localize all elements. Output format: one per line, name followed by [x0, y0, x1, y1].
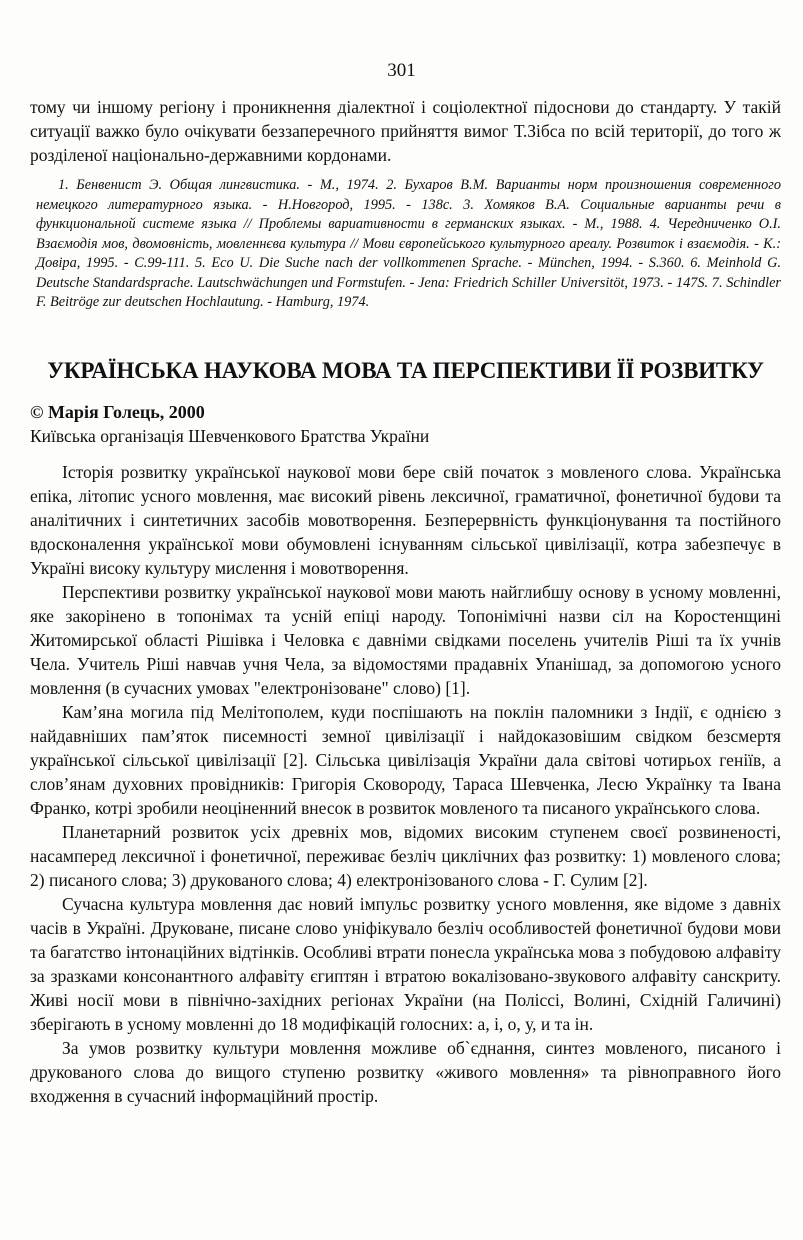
- body-paragraph: Перспективи розвитку української наукової мови мають найглибшу основу в усному мовленні, яке закорінено в топонімах та усній епіці народу. Топонімічні назви сіл на Коростенщині Житомирської області Рішівка і Человка є давніми свідками поселень учителів Ріші та їх учнів Чела. Учитель Ріші навчав учня Чела, за відомостями прадавніх Упанішад, за допомогою усного мовлення (в сучасних умовах "електронізоване" слово) [1].: [30, 582, 781, 698]
- article-author: © Марія Голець, 2000: [30, 402, 205, 422]
- article-title: УКРАЇНСЬКА НАУКОВА МОВА ТА ПЕРСПЕКТИВИ ЇЇ РОЗВИТКУ: [47, 358, 764, 383]
- body-paragraph: Планетарний розвиток усіх древніх мов, відомих високим ступенем своєї розвиненості, насамперед лексичної і фонетичної, переживає безліч циклічних фаз розвитку: 1) мовленого слова; 2) писаного слова; 3) друкованого слова; 4) електронізованого слова - Г. Сулим [2].: [30, 822, 781, 890]
- article-affiliation: Київська організація Шевченкового Братства України: [30, 426, 430, 446]
- intro-paragraph: тому чи іншому регіону і проникнення діалектної і соціолектної підоснови до стандарту. У такій ситуації важко було очікувати беззаперечного прийняття вимог Т.Зібса по всій території, до того ж розділеної національно-державними кордонами.: [30, 97, 781, 165]
- article-body: [30, 460, 781, 1108]
- intro-text: [30, 95, 781, 167]
- body-paragraph: Історія розвитку української наукової мови бере свій початок з мовленого слова. Українська епіка, літопис усного мовлення, має високий рівень лексичної, граматичної, фонетичної будови та аналітичних і синтетичних засобів мовотворення. Безперервність функціонування та постійного вдосконалення української мови обумовлені існуванням сільської цивілізації, котра забезпечує в Україні високу культуру мислення і мовотворення.: [30, 462, 781, 578]
- body-paragraph: Сучасна культура мовлення дає новий імпульс розвитку усного мовлення, яке відоме з давніх часів в Україні. Друковане, писане слово уніфікувало безліч особливостей фонетичної будови мови та багатство інтонаційних відтінків. Особливі втрати понесла українська мова з побудовою алфавіту за зразками консонантного алфавіту єгиптян і втратою вокалізовано-звукового алфавіту санскриту. Живі носії мови в північно-західних регіонах України (на Поліссі, Волині, Східній Галичині) зберігають в усному мовленні до 18 модифікацій голосних: а, і, о, у, и та ін.: [30, 894, 781, 1034]
- body-paragraph: Кам’яна могила під Мелітополем, куди поспішають на поклін паломники з Індії, є однією з найдавніших пам’яток писемності земної цивілізації і найдоказовішим свідком безсмертя української сільської цивілізації [2]. Сільська цивілізація України дала світові чотирьох геніїв, а слов’янам духовних провідників: Григорія Сковороду, Тараса Шевченка, Лесю Українку та Івана Франко, котрі зробили неоціненний внесок в розвиток мовленого та писаного українського слова.: [30, 702, 781, 818]
- references-text: 1. Бенвенист Э. Общая лингвистика. - М., 1974. 2. Бухаров В.М. Варианты норм произношения современного немецкого литературного языка. - Н.Новгород, 1995. - 138с. 3. Хомяков В.А. Социальные варианты речи в функциональной системе языка // Проблемы вариативности в германских языках. - М., 1988. 4. Чередниченко О.І. Взаємодія мов, двомовність, мовленнєва культура // Мови європейського культурного ареалу. Розвиток і взаємодія. - К.: Довіра, 1995. - С.99-111. 5. Eco U. Die Suche nach der vollkommenen Sprache. - München, 1994. - S.360. 6. Meinhold G. Deutsche Standardsprache. Lautschwächungen und Formstufen. - Jena: Friedrich Schiller Universitöt, 1973. - 147S. 7. Schindler F. Beitröge zur deutschen Hochlautung. - Hamburg, 1974.: [36, 177, 781, 310]
- references-block: [36, 176, 781, 313]
- body-paragraph: За умов розвитку культури мовлення можливе об`єднання, синтез мовленого, писаного і друкованого слова до вищого ступеню розвитку «живого мовлення» та рівноправного його входження в сучасний інформаційний простір.: [30, 1038, 781, 1106]
- page-number: 301: [387, 60, 416, 81]
